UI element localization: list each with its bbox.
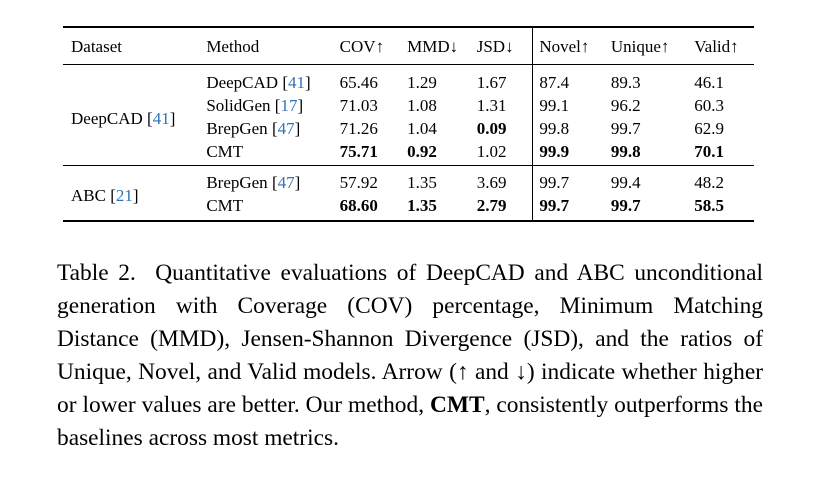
table-row	[63, 166, 754, 195]
unique-value: 99.7	[610, 196, 641, 215]
caption-text-end: , consistently outperforms the baselines across most metrics.	[57, 392, 763, 451]
jsd-value: 3.69	[476, 173, 507, 192]
cov-value: 71.03	[339, 96, 378, 115]
valid-value: 62.9	[694, 119, 725, 138]
header-novel: Novel↑	[533, 27, 611, 65]
citation-ref[interactable]: 21	[115, 186, 133, 205]
dataset-name: ABC	[71, 186, 106, 205]
header-mmd: MMD↓	[407, 36, 459, 56]
citation-ref[interactable]: 47	[277, 119, 295, 138]
novel-value: 99.7	[533, 194, 611, 221]
method-name: BrepGen	[206, 173, 268, 192]
jsd-value: 0.09	[476, 119, 507, 138]
jsd-value: 2.79	[476, 196, 507, 215]
method-cell: BrepGen [47]	[206, 119, 301, 138]
citation-ref[interactable]: 47	[277, 173, 295, 192]
header-valid: Valid↑	[694, 36, 739, 56]
header-dataset: Dataset	[71, 36, 122, 56]
method-name: CMT	[206, 196, 244, 215]
header-jsd: JSD↓	[476, 36, 514, 56]
unique-value: 96.2	[610, 96, 641, 115]
dataset-name: DeepCAD	[71, 108, 143, 128]
abc-group	[63, 166, 754, 222]
method-cell	[206, 194, 339, 221]
method-cell: BrepGen [47]	[206, 173, 301, 192]
valid-value: 70.1	[694, 142, 725, 161]
caption-label: Table 2.	[57, 260, 136, 286]
unique-value: 99.4	[610, 173, 641, 192]
method-name: DeepCAD	[206, 73, 279, 92]
cov-value: 57.92	[339, 173, 378, 192]
caption-method-name: CMT	[430, 392, 485, 418]
mmd-value: 1.35	[407, 196, 437, 215]
unique-value: 89.3	[610, 73, 641, 92]
cov-value: 65.46	[339, 73, 378, 92]
mmd-value: 1.08	[407, 96, 437, 115]
method-name: BrepGen	[206, 119, 268, 138]
novel-value: 87.4	[533, 65, 611, 95]
jsd-value: 1.02	[476, 142, 507, 161]
jsd-value: 1.31	[476, 96, 507, 115]
citation-ref[interactable]: 17	[280, 96, 298, 115]
valid-value: 46.1	[694, 73, 725, 92]
method-name: SolidGen	[206, 96, 271, 115]
header-cov: COV↑	[339, 36, 385, 56]
table-header-row	[63, 27, 754, 65]
results-table	[63, 26, 754, 222]
unique-value: 99.7	[610, 119, 641, 138]
mmd-value: 1.35	[407, 173, 437, 192]
table-row	[63, 65, 754, 95]
caption-text: Quantitative evaluations of DeepCAD and ABC unconditional generation with Coverage (COV) percentage, Minimum Matching Distance (MMD), Jensen-Shannon Divergence (JSD), and the ratios of Unique, Novel, and Valid models. Arrow (↑ and ↓) indicate whether higher or lower values are better. Our method,	[57, 260, 763, 418]
deepcad-group	[63, 65, 754, 166]
mmd-value: 1.04	[407, 119, 437, 138]
cov-value: 75.71	[339, 142, 378, 161]
valid-value: 60.3	[694, 96, 725, 115]
novel-value: 99.9	[533, 140, 611, 166]
mmd-value: 0.92	[407, 142, 437, 161]
method-name: CMT	[206, 142, 244, 161]
method-cell	[206, 140, 339, 166]
header-unique: Unique↑	[610, 36, 670, 56]
cov-value: 68.60	[339, 196, 378, 215]
novel-value: 99.8	[533, 117, 611, 140]
novel-value: 99.1	[533, 94, 611, 117]
dataset-cell: ABC [21]	[71, 186, 139, 205]
method-cell: SolidGen [17]	[206, 96, 304, 115]
cov-value: 71.26	[339, 119, 378, 138]
novel-value: 99.7	[533, 166, 611, 195]
valid-value: 58.5	[694, 196, 725, 215]
method-cell: DeepCAD [41]	[206, 73, 311, 92]
unique-value: 99.8	[610, 142, 641, 161]
citation-ref[interactable]: 41	[288, 73, 305, 92]
mmd-value: 1.29	[407, 73, 437, 92]
jsd-value: 1.67	[476, 73, 507, 92]
table-caption	[57, 257, 763, 455]
header-method: Method	[206, 36, 260, 56]
dataset-cell: DeepCAD [41]	[71, 108, 176, 128]
valid-value: 48.2	[694, 173, 725, 192]
citation-ref[interactable]: 41	[152, 108, 170, 128]
